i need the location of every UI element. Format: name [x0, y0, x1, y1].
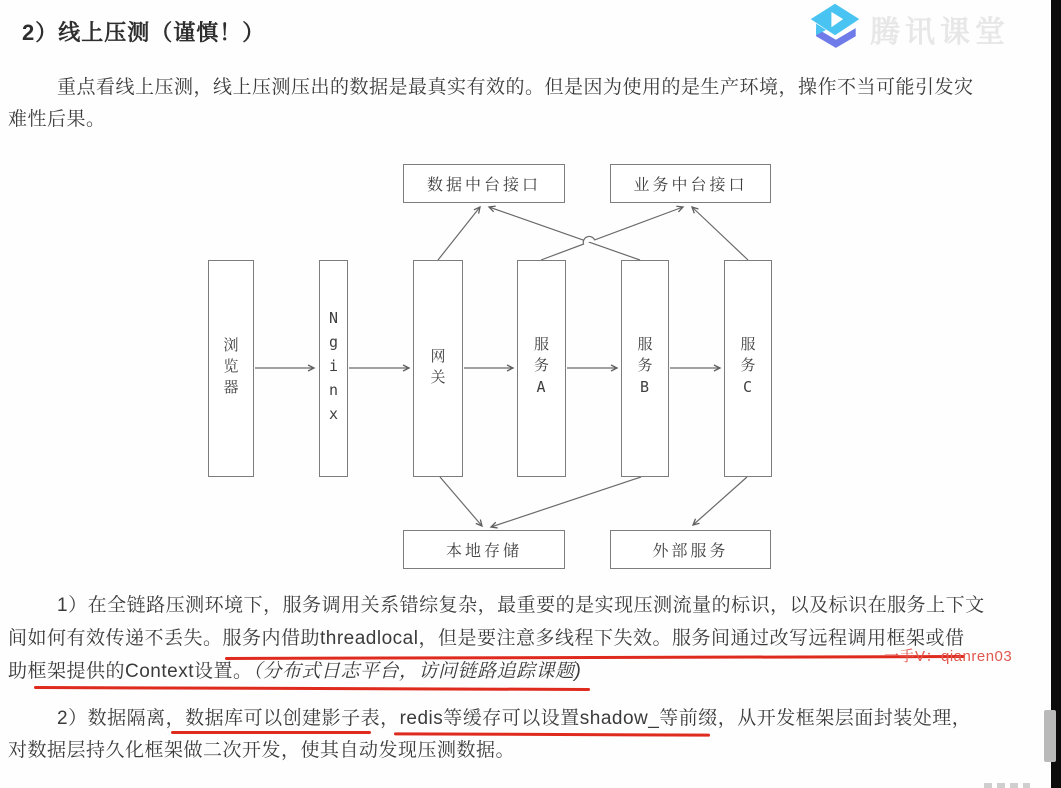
node-service-a [517, 260, 566, 477]
node-label: 服务B [635, 335, 654, 402]
node-browser [208, 260, 254, 477]
seller-watermark: 一手V：qianren03 [884, 648, 1013, 665]
tencent-classroom-logo [808, 2, 1058, 56]
node-business-platform-api [610, 164, 771, 203]
architecture-diagram [0, 150, 1050, 580]
node-data-platform-api [403, 164, 565, 203]
red-underline-context [34, 686, 590, 691]
tencent-classroom-icon [808, 2, 862, 56]
paragraph-2-line: 2）数据隔离，数据库可以创建影子表，redis等缓存可以设置shadow_等前缀，从开发框架层面封装处理， [57, 708, 972, 729]
node-local-storage [403, 530, 565, 569]
context-setting-text: 助框架提供的Context设置。 [8, 661, 253, 682]
node-label: Nginx [324, 308, 343, 429]
node-label: 外部服务 [652, 541, 729, 560]
node-label: 浏览器 [221, 337, 240, 400]
paragraph-2-line: 对数据层持久化框架做二次开发，使其自动发现压测数据。 [8, 740, 516, 761]
node-label: 业务中台接口 [633, 175, 748, 194]
node-label: 网关 [428, 347, 447, 390]
paragraph-1 [8, 589, 985, 688]
intro-line: 重点看线上压测，线上压测压出的数据是最真实有效的。但是因为使用的是生产环境，操作不当可能引发灾 [57, 77, 974, 98]
bottom-right-artifact [984, 783, 1030, 788]
node-label: 数据中台接口 [426, 175, 541, 194]
node-external-service [610, 530, 771, 569]
node-gateway [413, 260, 463, 477]
intro-line: 难性后果。 [8, 109, 106, 130]
logo-wordmark: 腾讯课堂 [870, 16, 1010, 49]
red-underline-shadow-table [171, 731, 371, 734]
node-service-c [724, 260, 772, 477]
scrollbar-thumb[interactable] [1044, 710, 1056, 762]
node-label: 服务A [532, 335, 550, 402]
node-label: 本地存储 [445, 541, 522, 560]
paragraph-1-line: 间如何有效传递不丢失。服务内借助threadlocal，但是要注意多线程下失效。服务间通过改写远程调用框架或借 [8, 628, 965, 649]
node-service-b [621, 260, 669, 477]
scrollbar-track[interactable] [1051, 0, 1061, 788]
page-title: 2）线上压测（谨慎！） [22, 20, 266, 45]
node-nginx [319, 260, 348, 477]
intro-paragraph [8, 72, 974, 136]
node-label: 服务C [738, 335, 757, 402]
paragraph-1-line: 1）在全链路压测环境下，服务调用关系错综复杂，最重要的是实现压测流量的标识，以及标识在服务上下文 [57, 595, 985, 616]
paragraph-1-line [8, 655, 985, 688]
topics-note-italic: （分布式日志平台，访问链路追踪课题) [252, 661, 582, 682]
